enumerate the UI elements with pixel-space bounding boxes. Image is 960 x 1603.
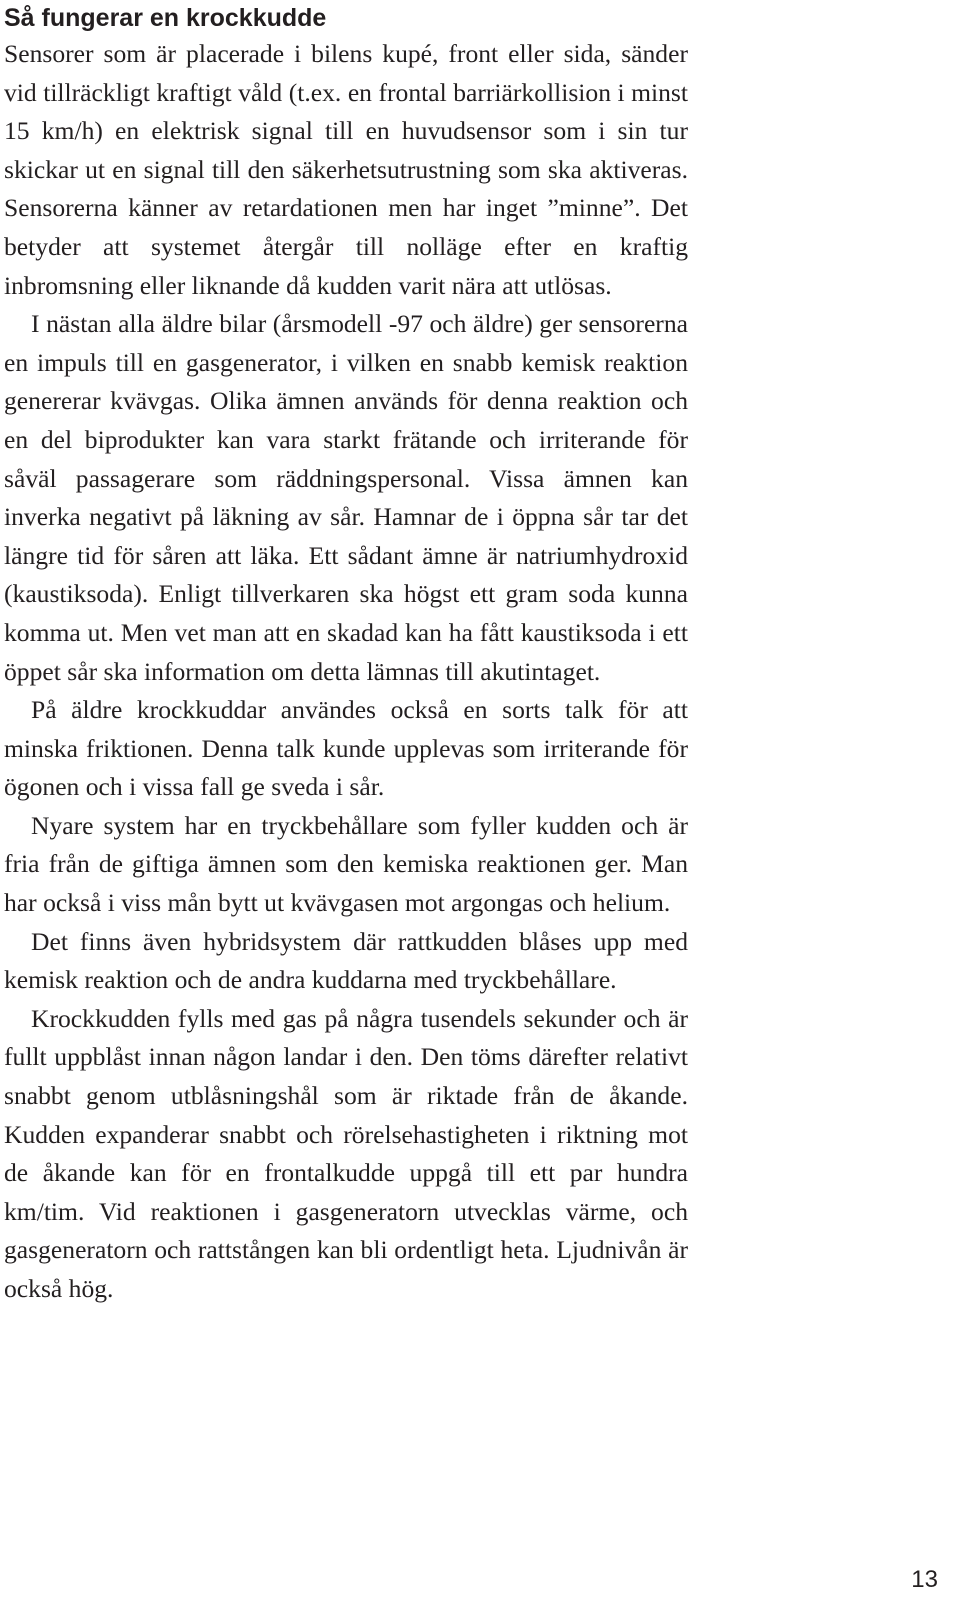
paragraph-gas-generator: I nästan alla äldre bilar (årsmodell -97 och äldre) ger sensorerna en impuls till en gasgenerator, i vilken en snabb kemisk reaktion genererar kvävgas. Olika ämnen används för denna reaktion och en del biprodukter kan vara starkt frätande och irriterande för såväl passagerare som räddningspersonal. Vissa ämnen kan inverka negativt på läkning av sår. Hamnar de i öppna sår tar det längre tid för såren att läka. Ett sådant ämne är natriumhydroxid (kaustiksoda). Enligt tillverkaren ska högst ett gram soda kunna komma ut. Men vet man att en skadad kan ha fått kaustiksoda i ett öppet sår ska information om detta lämnas till akutintaget. bbox=[4, 309, 688, 686]
paragraph-inflation: Krockkudden fylls med gas på några tusendels sekunder och är fullt uppblåst innan någon landar i den. Den töms därefter relativt snabbt genom utblåsningshål som är riktade från de åkande. Kudden expanderar snabbt och rörelsehastigheten i riktning mot de åkande kan för en frontalkudde uppgå till ett par hundra km/tim. Vid reaktionen i gasgeneratorn utvecklas värme, och gasgeneratorn och rattstången kan bli ordentligt heta. Ljudnivån är också hög. bbox=[4, 1003, 688, 1303]
paragraph-talc: På äldre krockkuddar användes också en sorts talk för att minska friktionen. Denna talk kunde upplevas som irriterande för ögonen och i vissa fall ge sveda i sår. bbox=[4, 695, 688, 802]
paragraph-hybrid-systems: Det finns även hybridsystem där rattkudden blåses upp med kemisk reaktion och de andra kuddarna med tryckbehållare. bbox=[4, 926, 688, 995]
paragraph-sensors: Sensorer som är placerade i bilens kupé, front eller sida, sänder vid tillräckligt kraftigt våld (t.ex. en frontal barriärkollision i minst 15 km/h) en elektrisk signal till en huvudsensor som i sin tur skickar ut en signal till den säkerhetsutrustning som ska aktiveras. Sensorerna känner av retardationen men har inget ”minne”. Det betyder att systemet återgår till nolläge efter en kraftig inbromsning eller liknande då kudden varit nära att utlösas. bbox=[4, 39, 688, 300]
page-number: 13 bbox=[911, 1566, 938, 1593]
section-heading: Så fungerar en krockkudde bbox=[4, 4, 327, 32]
paragraph-pressure-container: Nyare system har en tryckbehållare som fyller kudden och är fria från de giftiga ämnen som den kemiska reaktionen ger. Man har också i viss mån bytt ut kvävgasen mot argongas och helium. bbox=[4, 810, 688, 918]
document-page bbox=[4, 0, 688, 1309]
